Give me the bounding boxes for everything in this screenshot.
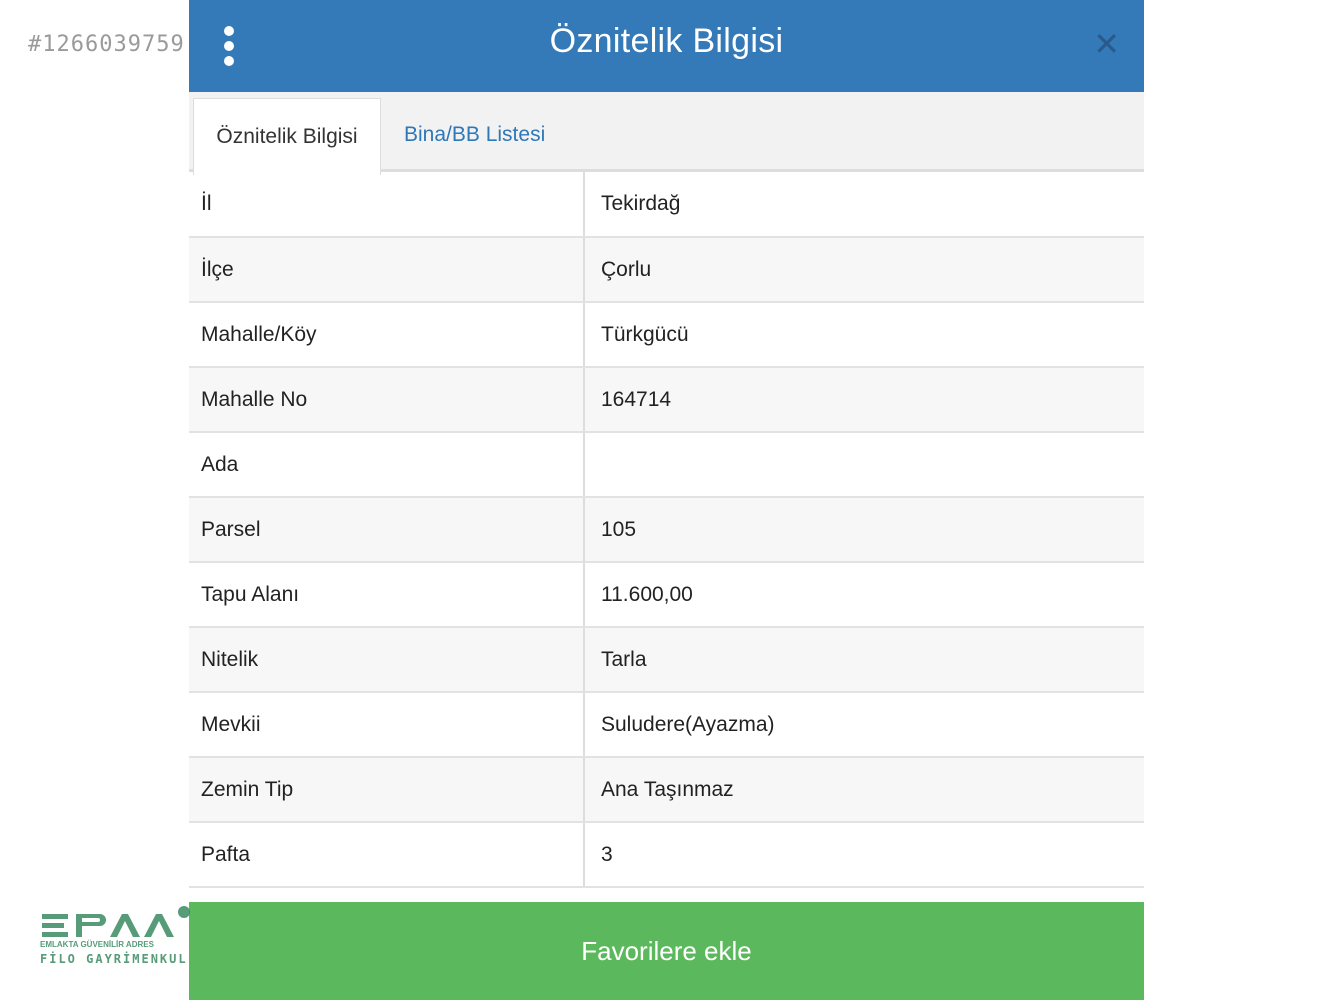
attribute-value: Tekirdağ [584,172,1144,237]
table-row [189,627,1144,692]
attribute-value: 3 [584,822,1144,887]
attribute-value: Suludere(Ayazma) [584,692,1144,757]
attribute-key: Mahalle No [189,367,584,432]
tab-building-list[interactable]: Bina/BB Listesi [404,123,546,146]
attribute-key: Nitelik [189,627,584,692]
brand-logo [40,904,205,970]
close-icon[interactable]: ✕ [1093,26,1120,62]
attribute-value: 11.600,00 [584,562,1144,627]
table-row [189,757,1144,822]
attribute-key: İl [189,172,584,237]
panel-title: Öznitelik Bilgisi [549,22,784,60]
table-row [189,692,1144,757]
attribute-value: 164714 [584,367,1144,432]
attribute-key: Mahalle/Köy [189,302,584,367]
attribute-table [189,172,1144,888]
attribute-key: Mevkii [189,692,584,757]
table-row [189,367,1144,432]
table-row [189,172,1144,237]
attribute-key: Zemin Tip [189,757,584,822]
attribute-key: Ada [189,432,584,497]
attribute-value: 105 [584,497,1144,562]
table-row [189,822,1144,887]
tab-attribute-info[interactable]: Öznitelik Bilgisi [193,98,381,175]
watermark-id-text: #1266039759 [28,32,185,57]
tab-bar [189,92,1144,172]
attribute-value: Ana Taşınmaz [584,757,1144,822]
attribute-key: Parsel [189,497,584,562]
table-row [189,497,1144,562]
table-row [189,237,1144,302]
attribute-value: Çorlu [584,237,1144,302]
brand-slogan: EMLAKTA GÜVENİLİR ADRES [40,940,154,949]
attribute-value: Tarla [584,627,1144,692]
table-row [189,432,1144,497]
add-to-favorites-button[interactable]: Favorilere ekle [189,902,1144,1000]
table-row [189,302,1144,367]
panel-header [189,0,1144,92]
attribute-value: Türkgücü [584,302,1144,367]
attribute-key: İlçe [189,237,584,302]
brand-logo-mark [40,904,205,938]
attribute-key: Tapu Alanı [189,562,584,627]
brand-name: FİLO GAYRİMENKUL [40,952,188,966]
attribute-key: Pafta [189,822,584,887]
attribute-info-panel [189,0,1144,1000]
table-row [189,562,1144,627]
attribute-value [584,432,1144,497]
